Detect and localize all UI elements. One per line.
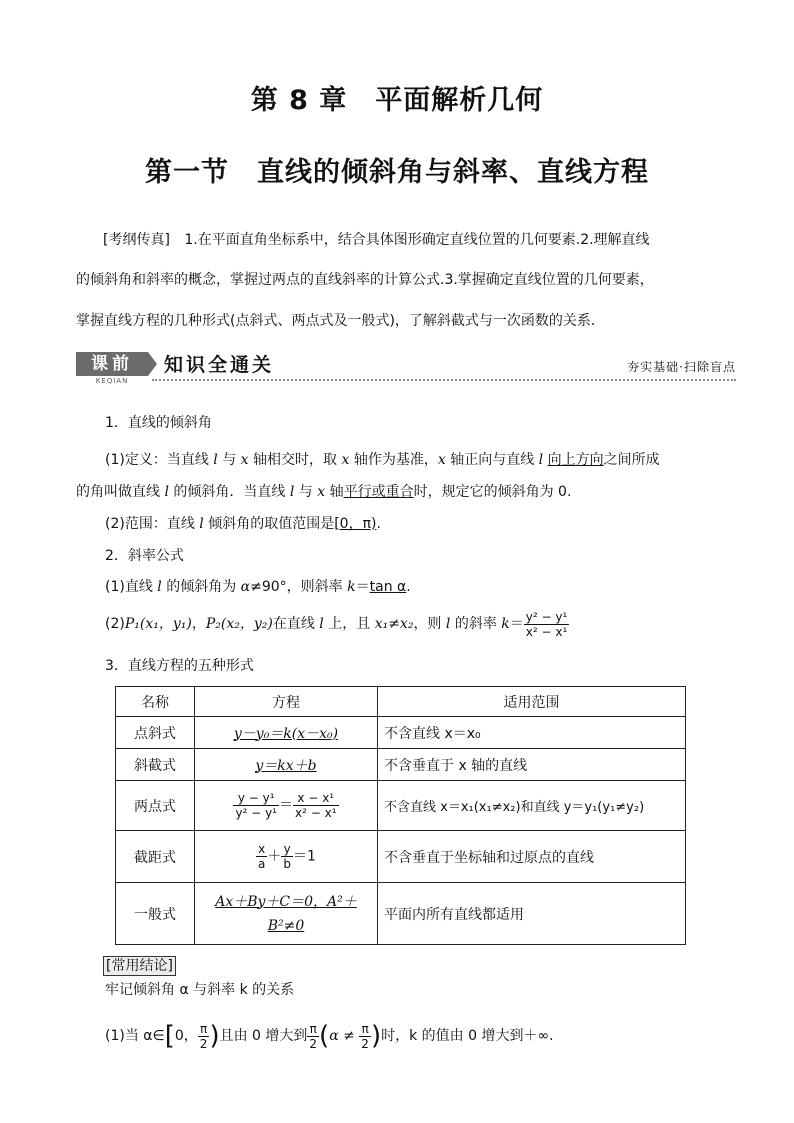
- banner-arrow-icon: [148, 352, 157, 376]
- s1-definition-line2: 的角叫做直线 l 的倾斜角．当直线 l 与 x 轴平行或重合时，规定它的倾斜角为 0.: [76, 484, 572, 500]
- banner-subtitle: 夯实基础·扫除盲点: [627, 360, 736, 374]
- table-row: 截距式 $\frac{x}{a}$ ＋ $\frac{y}{b}$ ＝1 不含垂直于坐标轴和过原点的直线: [116, 831, 686, 883]
- table-row: 一般式 Ax＋By＋C＝0，A²＋ B²≠0 平面内所有直线都适用: [116, 883, 686, 945]
- s1-heading: 1．直线的倾斜角: [105, 415, 212, 431]
- blank-upward-direction: 向上方向: [547, 452, 604, 468]
- table-row: 两点式 $\frac{\text{y − y¹}}{\text{y² − y¹}}$ ＝ $\frac{\text{x − x¹}}{\text{x² − x¹}}$ 不含直线 x＝x₁(x₁≠x₂)和直线 y＝y₁(y₁≠y₂): [116, 781, 686, 831]
- exam-outline-tag: [考纲传真]: [103, 232, 170, 248]
- slope-fraction: $\frac{\text{y² − y¹}}{\text{x² − x¹}}$: [525, 609, 568, 639]
- conclusion-item-1: (1)当 α∈[0， $\frac{\pi}{2}$ )且由 0 增大到 $\frac{\pi}{2}$ (α ≠ $\frac{\pi}{2}$ )时，k 的值由 0 增大到＋∞.: [105, 1021, 554, 1051]
- blank-range: [0，π): [334, 516, 377, 532]
- s2-heading: 2．斜率公式: [105, 548, 184, 564]
- s1-definition-line1: (1)定义：当直线 l 与 x 轴相交时，取 x 轴作为基准，x 轴正向与直线 l 向上方向之间所成: [105, 452, 660, 468]
- table-header-scope: 适用范围: [378, 687, 686, 717]
- conclusion-tag: [常用结论]: [103, 956, 176, 976]
- exam-outline-line1: [考纲传真] 1.在平面直角坐标系中，结合具体图形确定直线位置的几何要素.2.理解直线: [103, 232, 650, 248]
- banner-title: 知识全通关: [164, 354, 275, 376]
- s1-range: (2)范围：直线 l 倾斜角的取值范围是[0，π).: [105, 516, 381, 532]
- banner-divider: [152, 379, 736, 381]
- blank-tan-alpha: tan α: [369, 579, 407, 595]
- banner-tag-sub: KEQIAN: [95, 377, 129, 385]
- table-header-name: 名称: [116, 687, 195, 717]
- exam-outline-line2: 的倾斜角和斜率的概念，掌握过两点的直线斜率的计算公式.3.掌握确定直线位置的几何要素，: [76, 272, 654, 288]
- section-title: 第一节 直线的倾斜角与斜率、直线方程: [145, 157, 649, 188]
- s2-line2: (2)P₁(x₁，y₁)，P₂(x₂，y₂)在直线 l 上，且 x₁≠x₂，则 l 的斜率 k＝ $\frac{\text{y² − y¹}}{\text{x² − x¹}}$: [105, 609, 568, 639]
- blank-parallel-or-coincide: 平行或重合: [343, 484, 414, 500]
- table-header-row: [116, 687, 686, 717]
- section-banner: [76, 348, 736, 385]
- table-row: 点斜式 y－y₀＝k(x－x₀) 不含直线 x＝x₀: [116, 717, 686, 749]
- s3-heading: 3．直线方程的五种形式: [105, 658, 254, 674]
- table-row: 斜截式 y＝kx＋b 不含垂直于 x 轴的直线: [116, 749, 686, 781]
- s2-line1: (1)直线 l 的倾斜角为 α≠90°，则斜率 k＝tan α.: [105, 579, 411, 595]
- chapter-title: 第 8 章 平面解析几何: [250, 85, 544, 116]
- conclusion-line: 牢记倾斜角 α 与斜率 k 的关系: [105, 982, 295, 998]
- line-equation-table: [115, 686, 686, 945]
- table-header-equation: 方程: [195, 687, 378, 717]
- exam-outline-line3: 掌握直线方程的几种形式(点斜式、两点式及一般式)，了解斜截式与一次函数的关系．: [76, 313, 605, 329]
- banner-tag: 课前: [76, 352, 148, 376]
